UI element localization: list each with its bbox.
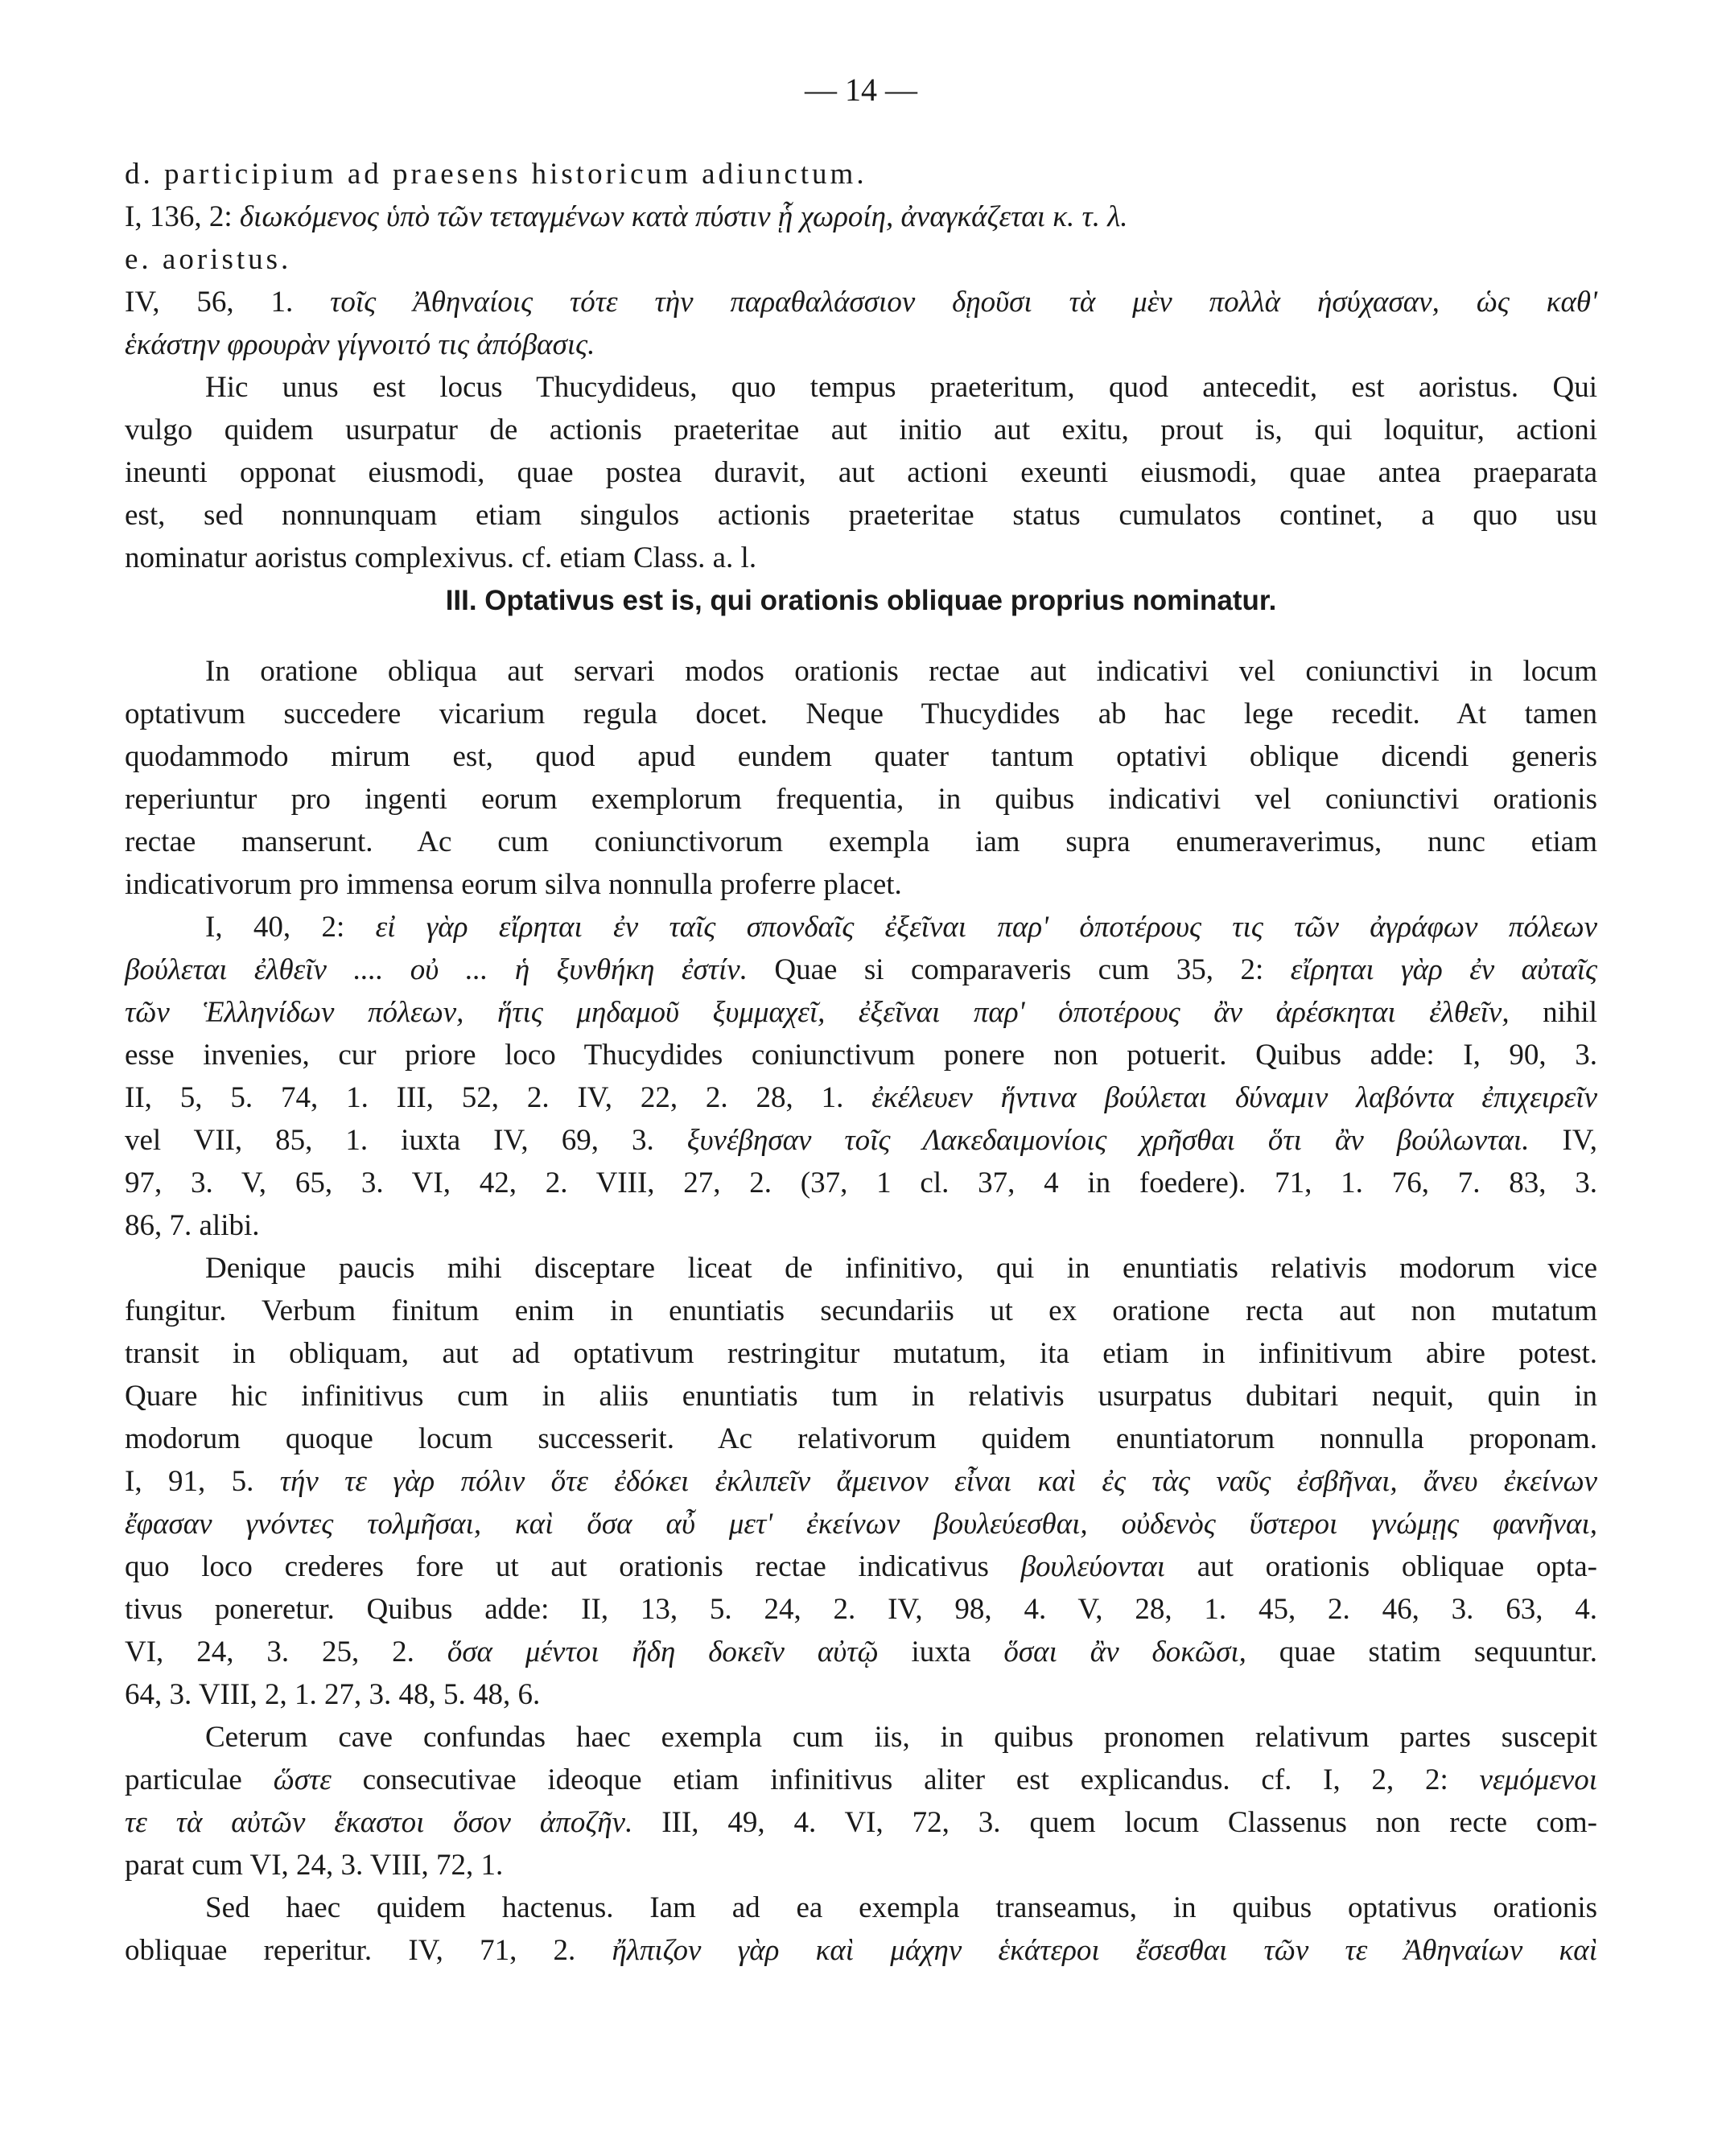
line: 97, 3. V, 65, 3. VI, 42, 2. VIII, 27, 2. (37, 1 cl. 37, 4 in foedere). 71, 1. 76, 7. 83, 3. — [125, 1166, 1597, 1199]
line: quodammodo mirum est, quod apud eundem quater tantum optativi oblique dicendi generis — [125, 740, 1597, 773]
line: tivus poneretur. Quibus adde: II, 13, 5. 24, 2. IV, 98, 4. V, 28, 1. 45, 2. 46, 3. 63, 4. — [125, 1593, 1597, 1626]
line: τε τὰ αὐτῶν ἕκαστοι ὅσον ἀποζῆν. III, 49, 4. VI, 72, 3. quem locum Classenus non recte com- — [125, 1806, 1597, 1839]
line: est, sed nonnunquam etiam singulos actionis praeteritae status cumulatos continet, a quo usu — [125, 499, 1597, 532]
greek-citation: ἑκάστην φρουρὰν γίγνοιτό τις ἀπόβασις. — [125, 328, 595, 361]
line: I, 40, 2: εἰ γὰρ εἴρηται ἐν ταῖς σπονδαῖς ἐξεῖναι παρ' ὁποτέρους τις τῶν ἀγράφων πόλεων — [205, 911, 1597, 944]
line: modorum quoque locum successerit. Ac relativorum quidem enuntiatorum nonnulla proponam. — [125, 1422, 1597, 1455]
line: fungitur. Verbum finitum enim in enuntiatis secundariis ut ex oratione recta aut non mutatum — [125, 1294, 1597, 1327]
line: vulgo quidem usurpatur de actionis praeteritae aut initio aut exitu, prout is, qui loquitur, actioni — [125, 414, 1597, 446]
section-heading: III. Optativus est is, qui orationis obliquae proprius nominatur. — [445, 585, 1277, 616]
line: 86, 7. alibi. — [125, 1209, 260, 1242]
greek-citation: τοῖς Ἀθηναίοις τότε τὴν παραθαλάσσιον δῃοῦσι τὰ μὲν πολλὰ ἡσύχασαν, ὡς καθ' — [330, 286, 1597, 319]
line: quo loco crederes fore ut aut orationis rectae indicativus βουλεύονται aut orationis obliquae opta- — [125, 1550, 1597, 1583]
line: nominatur aoristus complexivus. cf. etiam Class. a. l. — [125, 541, 757, 574]
line: Denique paucis mihi disceptare liceat de infinitivo, qui in enuntiatis relativis modorum vice — [205, 1252, 1597, 1285]
line: esse invenies, cur priore loco Thucydides coniunctivum ponere non potuerit. Quibus adde: I, 90, 3. — [125, 1039, 1597, 1072]
line: optativum succedere vicarium regula docet. Neque Thucydides ab hac lege recedit. At tamen — [125, 697, 1597, 730]
line: τῶν Ἑλληνίδων πόλεων, ἥτις μηδαμοῦ ξυμμαχεῖ, ἐξεῖναι παρ' ὁποτέρους ἂν ἀρέσκηται ἐλθεῖν, nihil — [125, 996, 1597, 1029]
subheading-aoristus: e. aoristus. — [125, 243, 292, 276]
line: Sed haec quidem hactenus. Iam ad ea exempla transeamus, in quibus optativus orationis — [205, 1891, 1597, 1924]
line: transit in obliquam, aut ad optativum restringitur mutatum, ita etiam in infinitivum abire potest. — [125, 1337, 1597, 1370]
line: VI, 24, 3. 25, 2. ὅσα μέντοι ἤδη δοκεῖν αὐτῷ iuxta ὅσαι ἂν δοκῶσι, quae statim sequuntur. — [125, 1636, 1598, 1668]
line: IV, 56, 1. τοῖς Ἀθηναίοις τότε τὴν παραθαλάσσιον δῃοῦσι τὰ μὲν πολλὰ ἡσύχασαν, ὡς καθ' — [125, 286, 1597, 319]
greek-citation: ἔφασαν γνόντες τολμῆσαι, καὶ ὅσα αὖ μετ' ἐκείνων βουλεύεσθαι, οὐδενὸς ὕστεροι γνώμῃς φανῆναι, — [125, 1508, 1597, 1541]
line: ineunti opponat eiusmodi, quae postea duravit, aut actioni exeunti eiusmodi, quae antea praeparata — [125, 456, 1597, 489]
greek-citation: εἰ γὰρ εἴρηται ἐν ταῖς σπονδαῖς ἐξεῖναι παρ' ὁποτέρους τις τῶν ἀγράφων πόλεων — [375, 911, 1597, 944]
subheading-participium: d. participium ad praesens historicum adiunctum. — [125, 158, 867, 191]
line: In oratione obliqua aut servari modos orationis rectae aut indicativi vel coniunctivi in locum — [205, 655, 1597, 688]
line: I, 136, 2: διωκόμενος ὑπὸ τῶν τεταγμένων κατὰ πύστιν ᾗ χωροίη, ἀναγκάζεται κ. τ. λ. — [125, 200, 1128, 233]
line: reperiuntur pro ingenti eorum exemplorum frequentia, in quibus indicativi vel coniunctivi orationis — [125, 783, 1597, 816]
line: Ceterum cave confundas haec exempla cum iis, in quibus pronomen relativum partes suscepit — [205, 1721, 1597, 1754]
line: I, 91, 5. τήν τε γὰρ πόλιν ὅτε ἐδόκει ἐκλιπεῖν ἄμεινον εἶναι καὶ ἐς τὰς ναῦς ἐσβῆναι, ἄνευ ἐκείνων — [125, 1465, 1597, 1498]
line: parat cum VI, 24, 3. VIII, 72, 1. — [125, 1849, 504, 1882]
greek-citation: διωκόμενος ὑπὸ τῶν τεταγμένων κατὰ πύστιν ᾗ χωροίη, ἀναγκάζεται κ. τ. λ. — [239, 200, 1128, 233]
line: Quare hic infinitivus cum in aliis enuntiatis tum in relativis usurpatus dubitari nequit, quin in — [125, 1380, 1597, 1413]
page-number: — 14 — — [805, 72, 917, 108]
line: 64, 3. VIII, 2, 1. 27, 3. 48, 5. 48, 6. — [125, 1678, 541, 1711]
line: Hic unus est locus Thucydideus, quo tempus praeteritum, quod antecedit, est aoristus. Qui — [205, 371, 1597, 404]
line: vel VII, 85, 1. iuxta IV, 69, 3. ξυνέβησαν τοῖς Λακεδαιμονίοις χρῆσθαι ὅτι ἂν βούλωνται. IV, — [125, 1124, 1597, 1157]
line: obliquae reperitur. IV, 71, 2. ἤλπιζον γὰρ καὶ μάχην ἑκάτεροι ἔσεσθαι τῶν τε Ἀθηναίων καὶ — [125, 1934, 1597, 1967]
line: II, 5, 5. 74, 1. III, 52, 2. IV, 22, 2. 28, 1. ἐκέλευεν ἥντινα βούλεται δύναμιν λαβόντα ἐπιχειρεῖν — [125, 1081, 1597, 1114]
line: rectae manserunt. Ac cum coniunctivorum exempla iam supra enumeraverimus, nunc etiam — [125, 825, 1597, 858]
line: βούλεται ἐλθεῖν .... οὐ ... ἡ ξυνθήκη ἐστίν. Quae si comparaveris cum 35, 2: εἴρηται γὰρ ἐν αὐταῖς — [125, 953, 1597, 986]
line: indicativorum pro immensa eorum silva nonnulla proferre placet. — [125, 868, 902, 901]
body-text — [125, 153, 1597, 1972]
line: particulae ὥστε consecutivae ideoque etiam infinitivus aliter est explicandus. cf. I, 2, 2: νεμόμενοι — [125, 1763, 1597, 1796]
